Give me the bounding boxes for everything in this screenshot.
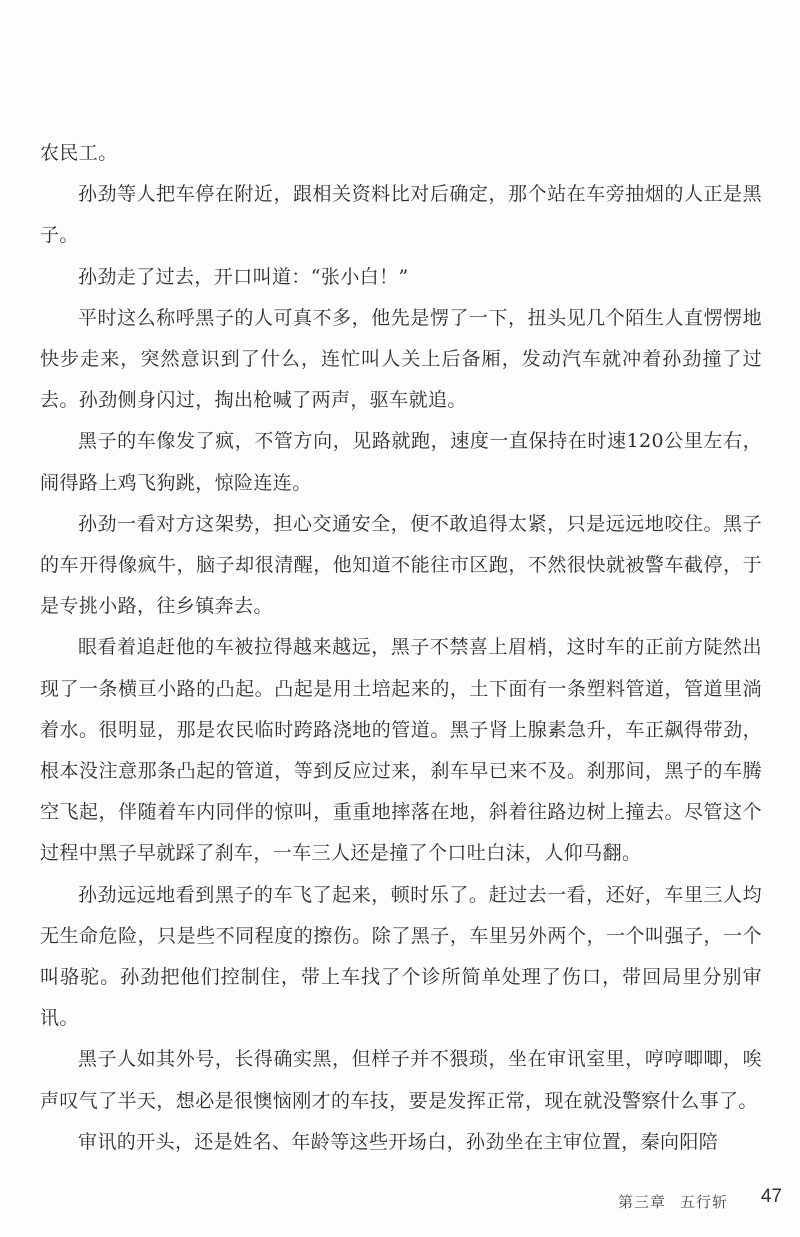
paragraph: 眼看着追赶他的车被拉得越来越远，黑子不禁喜上眉梢，这时车的正前方陡然出现了一条横亘小路的凸起。凸起是用土培起来的，土下面有一条塑料管道，管道里淌着水。很明显，那是农民临时跨路浇地的管道。黑子肾上腺素急升，车正飙得带劲，根本没注意那条凸起的管道，等到反应过来，刹车早已来不及。刹那间，黑子的车腾空飞起，伴随着车内同伴的惊叫，重重地摔落在地，斜着往路边树上撞去。尽管这个过程中黑子早就踩了刹车，一车三人还是撞了个口吐白沫，人仰马翻。 <box>40 636 762 865</box>
paragraph: 孙劲远远地看到黑子的车飞了起来，顿时乐了。赶过去一看，还好，车里三人均无生命危险，只是些不同程度的擦伤。除了黑子，车里另外两个，一个叫强子，一个叫骆驼。孙劲把他们控制住，带上车找了个诊所简单处理了伤口，带回局里分别审讯。 <box>40 883 762 1030</box>
paragraph: 平时这么称呼黑子的人可真不多，他先是愣了一下，扭头见几个陌生人直愣愣地快步走来，突然意识到了什么，连忙叫人关上后备厢，发动汽车就冲着孙劲撞了过去。孙劲侧身闪过，掏出枪喊了两声，驱车就追。 <box>40 306 762 412</box>
body-text <box>40 133 762 1163</box>
running-head <box>618 1191 728 1212</box>
paragraph: 审讯的开头，还是姓名、年龄等这些开场白，孙劲坐在主审位置，秦向阳陪 <box>78 1130 719 1153</box>
paragraph: 黑子人如其外号，长得确实黑，但样子并不猥琐，坐在审讯室里，哼哼唧唧，唉声叹气了半天，想必是很懊恼刚才的车技，要是发挥正常，现在就没警察什么事了。 <box>40 1048 762 1112</box>
paragraph: 黑子的车像发了疯，不管方向，见路就跑，速度一直保持在时速120公里左右，闹得路上鸡飞狗跳，惊险连连。 <box>40 430 762 494</box>
section-title: 五行斩 <box>679 1193 728 1211</box>
paragraph: 孙劲一看对方这架势，担心交通安全，便不敢追得太紧，只是远远地咬住。黑子的车开得像疯牛，脑子却很清醒，他知道不能往市区跑，不然很快就被警车截停，于是专挑小路，往乡镇奔去。 <box>40 512 762 618</box>
page-number: 47 <box>760 1186 782 1207</box>
chapter-label: 第三章 <box>617 1193 666 1211</box>
page-footer <box>0 1187 782 1217</box>
paragraph: 农民工。 <box>40 142 118 164</box>
paragraph: 孙劲等人把车停在附近，跟相关资料比对后确定，那个站在车旁抽烟的人正是黑子。 <box>40 183 762 247</box>
paragraph: 孙劲走了过去，开口叫道：“张小白！” <box>78 265 409 288</box>
